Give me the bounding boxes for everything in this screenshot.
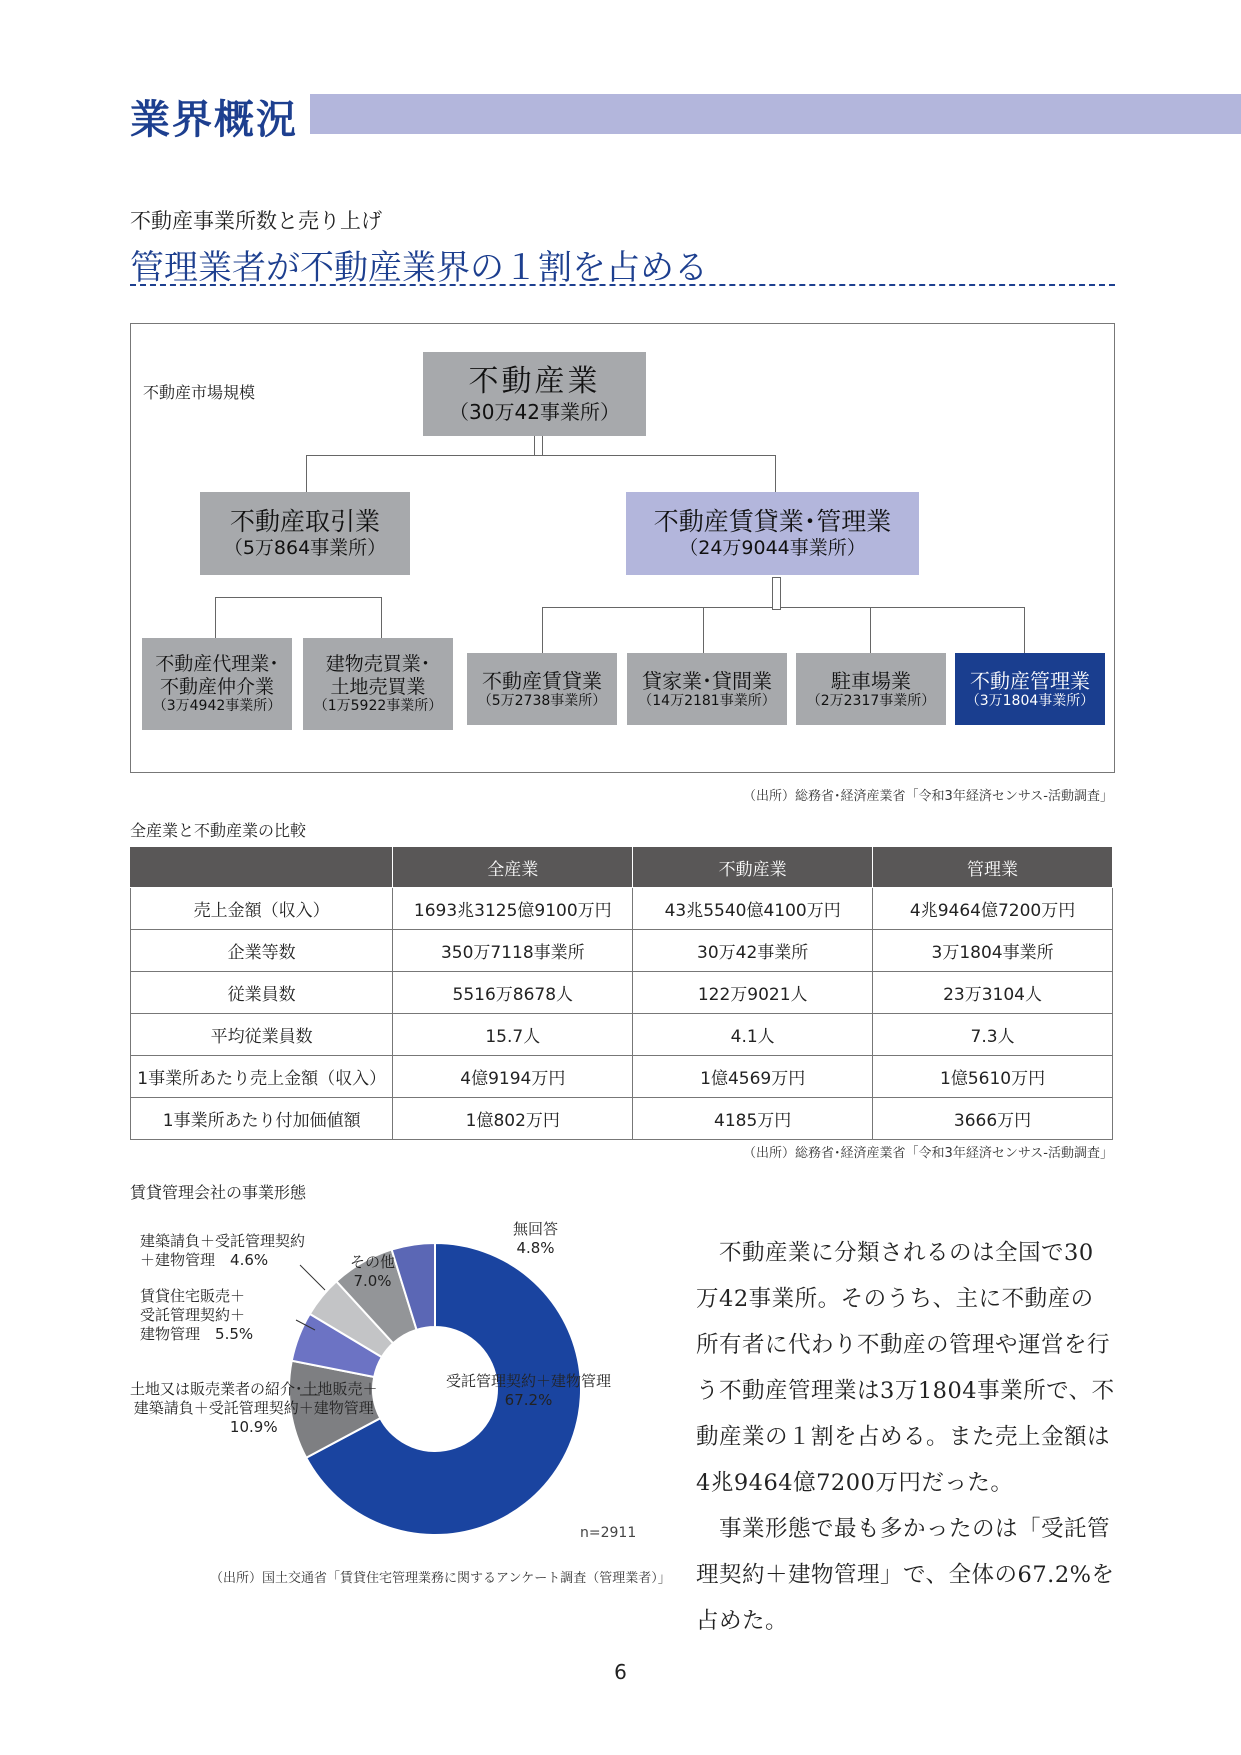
table-cell: 4兆9464億7200万円	[873, 888, 1113, 930]
table-cell: 4.1人	[633, 1014, 873, 1056]
chart-title: 賃貸管理会社の事業形態	[130, 1183, 307, 1202]
comparison-title: 全産業と不動産業の比較	[130, 821, 307, 840]
body-text	[696, 1230, 1116, 1644]
slice-label-other: その他 7.0%	[350, 1253, 396, 1290]
table-cell: 43兆5540億4100万円	[633, 888, 873, 930]
slice-label-land: 土地又は販売業者の紹介･土地販売＋ 建築請負＋受託管理契約＋建物管理 10.9%	[130, 1380, 378, 1436]
table-cell: 3666万円	[873, 1098, 1113, 1140]
orgchart-leaf-parking	[796, 653, 946, 725]
table-cell: 1億802万円	[393, 1098, 633, 1140]
slice-label-rental-sales: 賃貸住宅販売＋ 受託管理契約＋ 建物管理 5.5%	[140, 1287, 254, 1343]
table-cell: 4185万円	[633, 1098, 873, 1140]
comparison-source: （出所）総務省･経済産業省「令和3年経済センサス-活動調査」	[743, 1146, 1113, 1161]
rental-count: （24万9044事業所）	[679, 537, 866, 560]
orgchart-leaf-management	[955, 653, 1105, 725]
table-cell: 1事業所あたり付加価値額	[131, 1098, 393, 1140]
table-cell: 350万7118事業所	[393, 930, 633, 972]
orgchart-source: （出所）総務省･経済産業省「令和3年経済センサス-活動調査」	[743, 789, 1113, 804]
leaf-count: （1万5922事業所）	[313, 698, 443, 715]
section-headline: 管理業者が不動産業界の１割を占める	[130, 248, 708, 288]
root-name: 不動産業	[468, 364, 601, 399]
connector	[703, 607, 871, 657]
page-title: 業界概況	[130, 97, 298, 143]
table-header-cell: 不動産業	[633, 847, 873, 888]
body-paragraph: 不動産業に分類されるのは全国で30万42事業所。そのうち、主に不動産の所有者に代わり不動産の管理や運営を行う不動産管理業は3万1804事業所で、不動産業の１割を占める。また売上金額は4兆9464億7200万円だった。	[696, 1240, 1115, 1496]
table-cell: 売上金額（収入）	[131, 888, 393, 930]
table-cell: 1億5610万円	[873, 1056, 1113, 1098]
table-cell: 1693兆3125億9100万円	[393, 888, 633, 930]
table-cell: 7.3人	[873, 1014, 1113, 1056]
leaf-line2: 不動産仲介業	[159, 675, 274, 698]
table-cell: 1億4569万円	[633, 1056, 873, 1098]
page-number: 6	[614, 1660, 627, 1684]
orgchart-label: 不動産市場規模	[143, 383, 256, 402]
table-cell: 30万42事業所	[633, 930, 873, 972]
leaf-count: （14万2181事業所）	[638, 692, 776, 709]
table-cell: 企業等数	[131, 930, 393, 972]
table-cell: 3万1804事業所	[873, 930, 1113, 972]
table-cell: 平均従業員数	[131, 1014, 393, 1056]
table-cell: 5516万8678人	[393, 972, 633, 1014]
table-cell: 122万9021人	[633, 972, 873, 1014]
body-paragraph: 事業形態で最も多かったのは「受託管理契約＋建物管理」で、全体の67.2%を占めた。	[696, 1516, 1115, 1634]
leaf-line1: 不動産代理業･	[155, 652, 279, 675]
leaf-count: （3万4942事業所）	[152, 698, 282, 715]
leaf-count: （2万2317事業所）	[806, 692, 936, 709]
root-count: （30万42事業所）	[449, 400, 620, 424]
connector	[772, 577, 781, 610]
leaf-line1: 建物売買業･	[325, 652, 431, 675]
leaf-line1: 不動産管理業	[970, 668, 1090, 693]
sample-size: n=2911	[580, 1525, 637, 1541]
leaf-line2: 土地売買業	[330, 675, 426, 698]
table-cell: 15.7人	[393, 1014, 633, 1056]
slice-label-main: 受託管理契約＋建物管理 67.2%	[446, 1372, 612, 1409]
table-cell: 1事業所あたり売上金額（収入）	[131, 1056, 393, 1098]
table-header-cell: 管理業	[873, 847, 1113, 888]
leaf-line1: 駐車場業	[831, 668, 911, 693]
table-cell: 23万3104人	[873, 972, 1113, 1014]
slice-label-noanswer: 無回答 4.8%	[513, 1220, 559, 1257]
trade-count: （5万864事業所）	[223, 537, 387, 560]
slice-label-construction: 建築請負＋受託管理契約 ＋建物管理 4.6%	[140, 1232, 306, 1269]
table-header-cell: 全産業	[393, 847, 633, 888]
leaf-line1: 貸家業･貸間業	[642, 668, 772, 693]
leaf-count: （5万2738事業所）	[477, 692, 607, 709]
leaf-line1: 不動産賃貸業	[482, 668, 602, 693]
table-cell: 4億9194万円	[393, 1056, 633, 1098]
rental-name: 不動産賃貸業･管理業	[653, 507, 892, 537]
chart-source: （出所）国土交通省「賃貸住宅管理業務に関するアンケート調査（管理業者）」	[210, 1571, 671, 1586]
leaf-count: （3万1804事業所）	[965, 692, 1095, 709]
trade-name: 不動産取引業	[229, 507, 380, 537]
table-cell: 従業員数	[131, 972, 393, 1014]
section-kicker: 不動産事業所数と売り上げ	[130, 209, 382, 233]
